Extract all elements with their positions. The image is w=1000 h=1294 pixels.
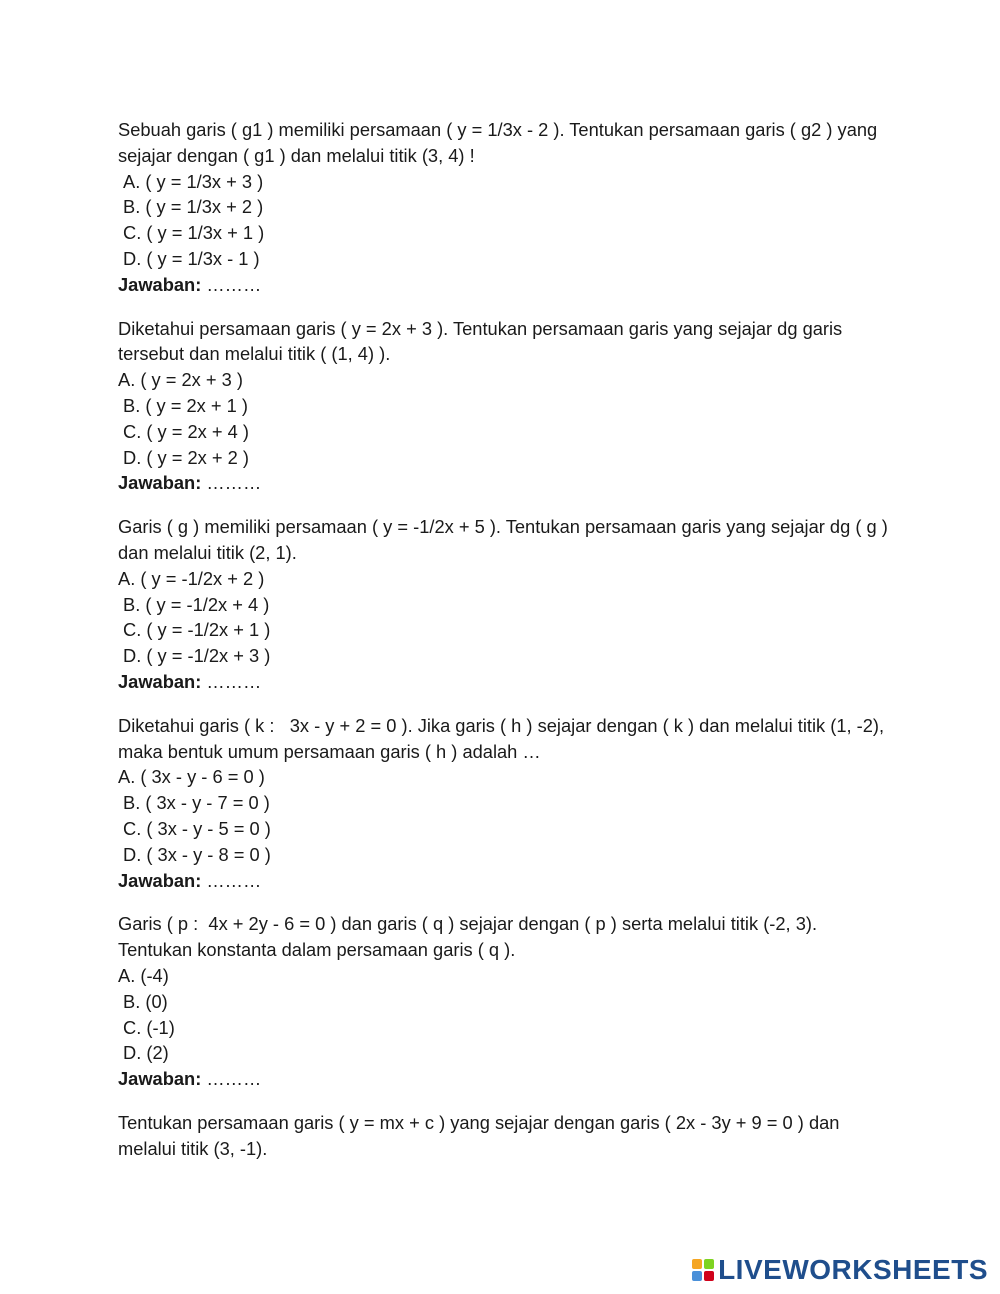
option-c: C. ( y = 1/3x + 1 )	[123, 222, 265, 244]
answer-label: Jawaban:	[118, 273, 202, 295]
option-d: D. ( y = 1/3x - 1 )	[123, 247, 260, 269]
worksheet-page	[118, 117, 888, 1179]
answer-label: Jawaban:	[118, 869, 202, 891]
question-1	[118, 117, 888, 298]
answer-label: Jawaban:	[118, 1068, 202, 1090]
option-d: D. ( y = 2x + 2 )	[123, 446, 249, 468]
option-b: B. ( y = 1/3x + 2 )	[123, 196, 264, 218]
answer-line	[118, 669, 888, 695]
option-a: A. ( y = 2x + 3 )	[118, 369, 243, 391]
liveworksheets-logo-icon	[692, 1259, 714, 1281]
option-b: B. (0)	[123, 990, 168, 1012]
option-c: C. ( y = -1/2x + 1 )	[123, 619, 271, 641]
question-3	[118, 514, 888, 695]
question-text: Garis ( g ) memiliki persamaan ( y = -1/2x + 5 ). Tentukan persamaan garis yang sejajar dg ( g ) dan melalui titik (2, 1).	[118, 516, 888, 563]
question-5	[118, 911, 888, 1092]
answer-label: Jawaban:	[118, 670, 202, 692]
option-c: C. (-1)	[123, 1016, 175, 1038]
option-a: A. ( y = 1/3x + 3 )	[123, 170, 264, 192]
option-a: A. ( 3x - y - 6 = 0 )	[118, 766, 265, 788]
option-a: A. ( y = -1/2x + 2 )	[118, 567, 265, 589]
liveworksheets-branding	[692, 1254, 988, 1286]
answer-blank[interactable]: ………	[201, 273, 262, 295]
answer-blank[interactable]: ………	[201, 1068, 262, 1090]
option-d: D. ( y = -1/2x + 3 )	[123, 645, 271, 667]
answer-label: Jawaban:	[118, 472, 202, 494]
question-text: Diketahui persamaan garis ( y = 2x + 3 ). Tentukan persamaan garis yang sejajar dg garis tersebut dan melalui titik ( (1, 4) ).	[118, 317, 843, 365]
answer-blank[interactable]: ………	[201, 472, 262, 494]
option-d: D. ( 3x - y - 8 = 0 )	[123, 843, 271, 865]
answer-blank[interactable]: ………	[201, 670, 262, 692]
option-b: B. ( 3x - y - 7 = 0 )	[123, 792, 270, 814]
option-b: B. ( y = 2x + 1 )	[123, 394, 248, 416]
option-a: A. (-4)	[118, 964, 169, 986]
question-text: Diketahui garis ( k : 3x - y + 2 = 0 ). Jika garis ( h ) sejajar dengan ( k ) dan melalui titik (1, -2), maka bentuk umum persamaan garis ( h ) adalah …	[118, 714, 890, 762]
question-6	[118, 1110, 888, 1162]
option-c: C. ( y = 2x + 4 )	[123, 420, 249, 442]
question-text: Garis ( p : 4x + 2y - 6 = 0 ) dan garis ( q ) sejajar dengan ( p ) serta melalui titik (-2, 3). Tentukan konstanta dalam persamaan garis ( q ).	[118, 913, 822, 961]
question-text: Tentukan persamaan garis ( y = mx + c ) yang sejajar dengan garis ( 2x - 3y + 9 = 0 ) dan melalui titik (3, -1).	[118, 1111, 840, 1159]
brand-name: LIVEWORKSHEETS	[718, 1254, 988, 1285]
logo-square-e	[704, 1271, 714, 1281]
question-4	[118, 713, 888, 894]
question-text: Sebuah garis ( g1 ) memiliki persamaan ( y = 1/3x - 2 ). Tentukan persamaan garis ( g2 ) yang sejajar dengan ( g1 ) dan melalui titik (3, 4) !	[118, 119, 878, 166]
option-c: C. ( 3x - y - 5 = 0 )	[123, 817, 271, 839]
logo-square-i	[704, 1259, 714, 1269]
option-d: D. (2)	[123, 1042, 169, 1064]
logo-square-l	[692, 1259, 702, 1269]
answer-line	[118, 868, 888, 894]
answer-blank[interactable]: ………	[201, 869, 262, 891]
answer-line	[118, 272, 888, 298]
answer-line	[118, 1066, 888, 1092]
logo-square-v	[692, 1271, 702, 1281]
question-2	[118, 316, 888, 497]
answer-line	[118, 470, 888, 496]
option-b: B. ( y = -1/2x + 4 )	[123, 593, 270, 615]
